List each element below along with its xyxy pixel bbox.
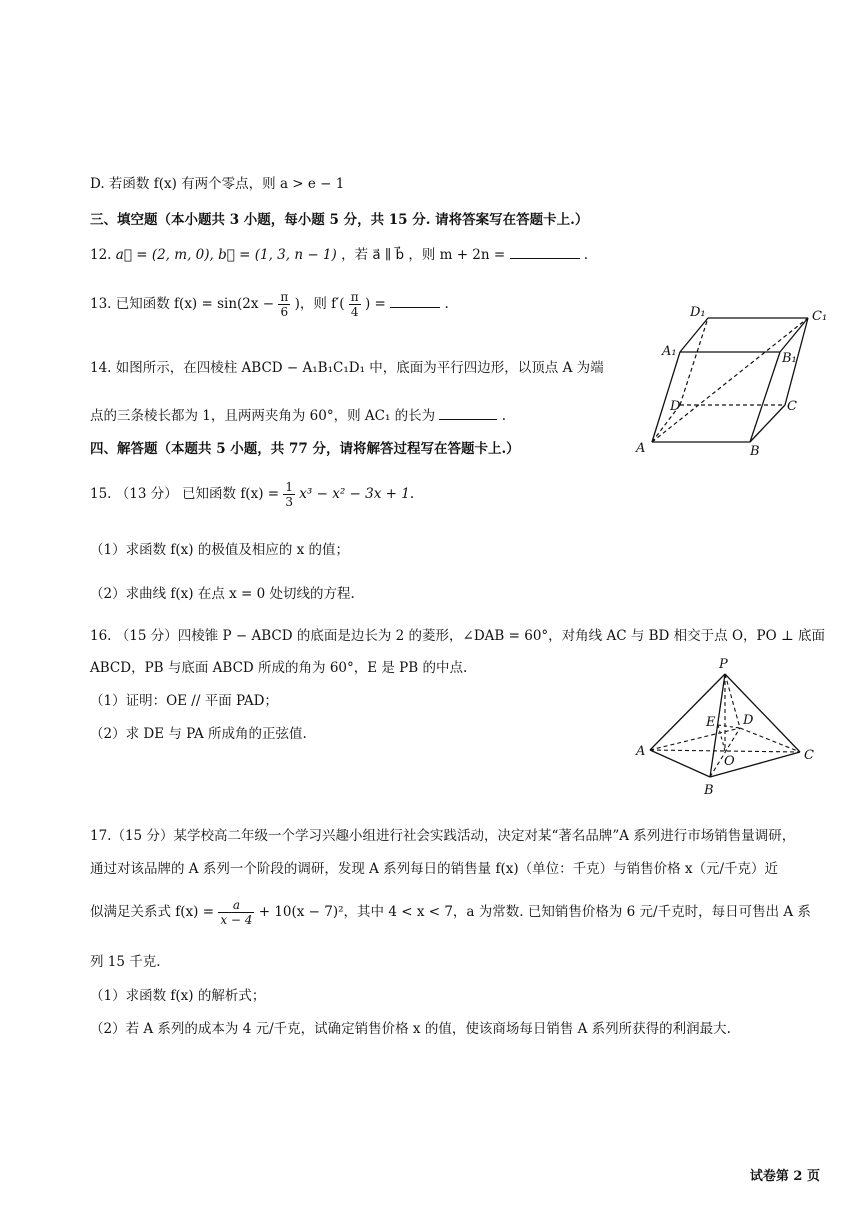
q14-line1: 14. 如图所示，在四棱柱 ABCD − A₁B₁C₁D₁ 中，底面为平行四边形，以顶点 A 为端 <box>90 360 604 376</box>
q12-number: 12. <box>90 247 112 263</box>
q14-end: . <box>501 408 507 424</box>
q13 <box>90 290 449 319</box>
q17-line3 <box>90 898 811 927</box>
q15-frac-den: 3 <box>285 495 293 509</box>
q17-line3-prefix: 似满足关系式 f(x) = <box>90 904 215 920</box>
edge-dc <box>740 728 800 752</box>
label-d: D <box>743 713 754 728</box>
page-footer: 试卷第 2 页 <box>749 1169 820 1184</box>
q16-part2: （2）求 DE 与 PA 所成角的正弦值. <box>90 726 307 742</box>
q17-line4: 列 15 千克. <box>90 954 161 970</box>
q15-stem-prefix: 15. （13 分） 已知函数 f(x) = <box>90 486 280 502</box>
edge-ab <box>650 750 710 777</box>
q15-stem-suffix: x³ − x² − 3x + 1. <box>299 486 415 502</box>
label-a: A <box>636 744 646 759</box>
q17-line1: 17.（15 分）某学校高二年级一个学习兴趣小组进行社会实践活动，决定对某“著名品牌”A 系列进行市场销售量调研， <box>90 828 796 844</box>
q13-frac2-num: π <box>350 290 359 304</box>
edge-aa1 <box>652 352 680 442</box>
q13-fraction-pi-4 <box>349 290 361 319</box>
label-d: D <box>670 399 681 414</box>
q12 <box>90 243 588 263</box>
segment-de <box>718 725 740 728</box>
q17-frac-num: a <box>218 898 254 913</box>
q11-option-d: D. 若函数 f(x) 有两个零点，则 a > e − 1 <box>90 176 345 192</box>
q13-fraction-pi-6 <box>278 290 290 319</box>
q16-line1: 16. （15 分）四棱锥 P − ABCD 的底面是边长为 2 的菱形，∠DAB = 60°，对角线 AC 与 BD 相交于点 O，PO ⊥ 底面 <box>90 628 825 644</box>
q17-part1: （1）求函数 f(x) 的解析式； <box>90 988 266 1004</box>
q16-line2: ABCD，PB 与底面 ABCD 所成的角为 60°，E 是 PB 的中点. <box>90 660 468 676</box>
segment-oe <box>718 725 725 751</box>
q15-part2: （2）求曲线 f(x) 在点 x = 0 处切线的方程. <box>90 586 355 602</box>
q14-line2-text: 点的三条棱长都为 1，且两两夹角为 60°，则 AC₁ 的长为 <box>90 408 436 424</box>
q12-answer-blank <box>510 246 580 259</box>
q12-condition: ，若 a⃗ ∥ b⃗ ，则 m + 2n = <box>341 247 506 263</box>
edge-pc <box>725 674 800 752</box>
q17-line3-suffix: + 10(x − 7)²，其中 4 < x < 7，a 为常数. 已知销售价格为 6 元/千克时，每日可售出 A 系 <box>258 904 811 920</box>
q15-part1: （1）求函数 f(x) 的极值及相应的 x 的值； <box>90 542 350 558</box>
edge-bb1 <box>750 352 780 442</box>
q15-stem <box>90 480 414 509</box>
label-d1: D₁ <box>690 305 706 320</box>
q13-prefix: 13. 已知函数 f(x) = sin(2x − <box>90 296 275 312</box>
q14-answer-blank <box>439 407 497 420</box>
q12-end: . <box>583 247 589 263</box>
q14-line2 <box>90 404 506 424</box>
label-c: C <box>804 748 814 763</box>
q17-part2: （2）若 A 系列的成本为 4 元/千克，试确定销售价格 x 的值，使该商场每日销售 A 系列所获得的利润最大. <box>90 1021 731 1037</box>
q13-end: . <box>444 296 449 312</box>
q16-part1: （1）证明：OE // 平面 PAD； <box>90 693 278 709</box>
q13-frac2-den: 4 <box>350 305 359 319</box>
label-e: E <box>706 715 716 730</box>
edge-pa <box>650 674 725 750</box>
label-c1: C₁ <box>812 309 828 324</box>
edge-ad <box>650 728 740 750</box>
q17-line2: 通过对该品牌的 A 系列一个阶段的调研，发现 A 系列每日的销售量 f(x)（单位：千克）与销售价格 x（元/千克）近 <box>90 861 779 877</box>
label-b: B <box>750 444 760 459</box>
section4-heading: 四、解答题（本题共 5 小题，共 77 分，请将解答过程写在答题卡上.） <box>90 441 520 457</box>
q15-fraction-1-3 <box>283 480 295 509</box>
label-a: A <box>636 441 646 456</box>
q13-frac-den: 6 <box>280 305 289 319</box>
section3-heading: 三、填空题（本小题共 3 小题，每小题 5 分，共 15 分. 请将答案写在答题卡上.） <box>90 212 589 228</box>
q12-vectors: a⃗ = (2, m, 0), b⃗ = (1, 3, n − 1) <box>115 247 337 263</box>
edge-a1d1 <box>680 318 708 352</box>
prism-figure <box>630 300 840 460</box>
q13-suffix: ) = <box>364 296 386 312</box>
label-a1: A₁ <box>662 344 677 359</box>
pyramid-figure <box>630 652 830 800</box>
q13-frac-num: π <box>280 290 289 304</box>
edge-bc <box>750 405 785 442</box>
q13-answer-blank <box>390 295 440 308</box>
q17-frac-den: x − 4 <box>220 913 253 927</box>
q15-frac-num: 1 <box>285 480 293 494</box>
label-o: O <box>724 754 735 769</box>
q17-fraction <box>218 898 254 927</box>
label-p: P <box>719 657 728 672</box>
label-c: C <box>787 399 797 414</box>
q13-middle: )，则 f′( <box>294 296 345 312</box>
edge-dd1 <box>680 318 708 405</box>
label-b1: B₁ <box>782 351 797 366</box>
diagonal-ac1 <box>652 318 808 442</box>
label-b: B <box>704 783 714 798</box>
